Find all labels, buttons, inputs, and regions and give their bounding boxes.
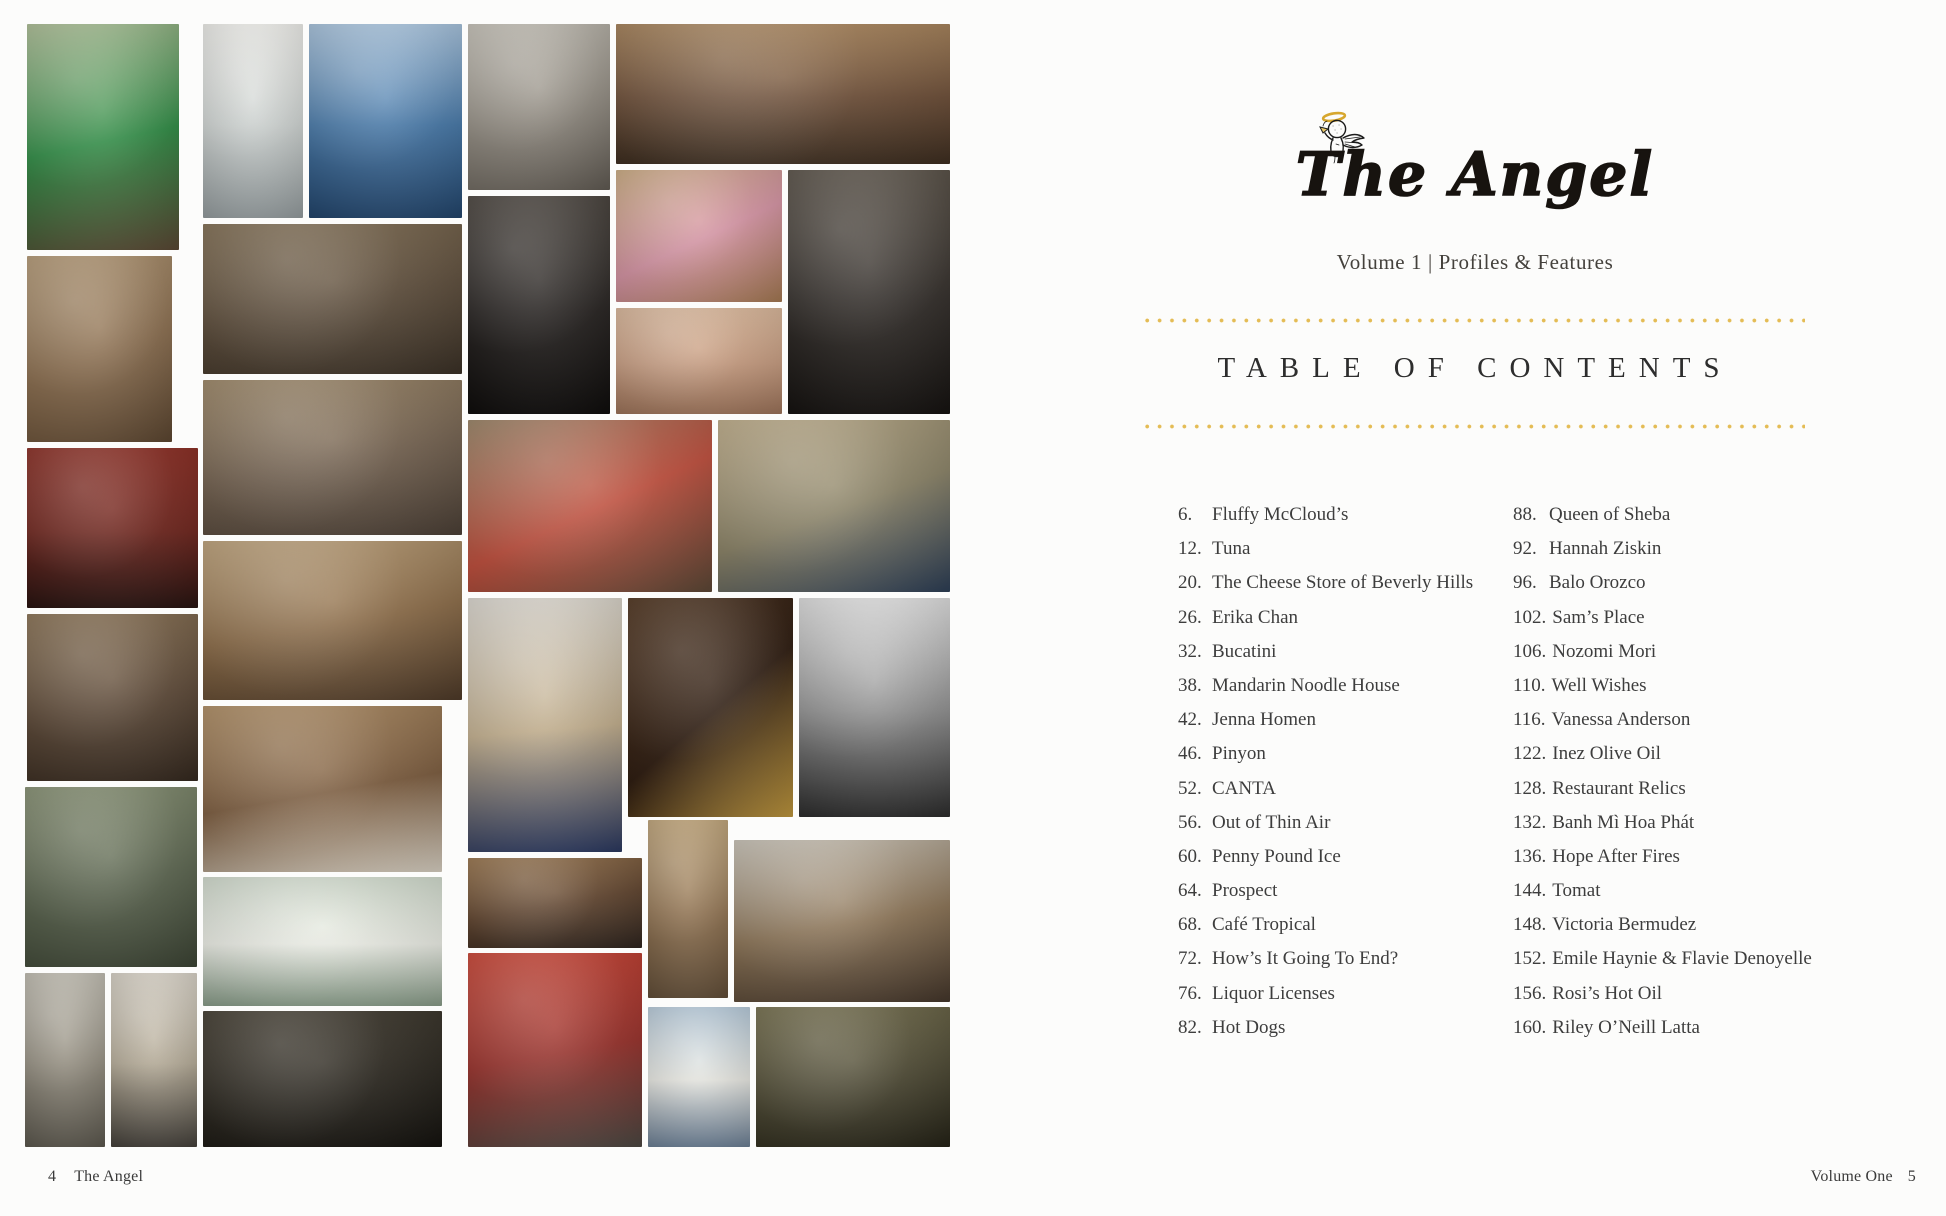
toc-entry-title: Well Wishes: [1551, 674, 1647, 696]
toc-column-right: [1513, 505, 1812, 1052]
toc-entry-title: Café Tropical: [1212, 914, 1316, 936]
collage-photo-mother-and-child: [111, 973, 197, 1147]
collage-photo-cash-only-coffee-stand: [648, 820, 728, 998]
collage-photo-dark-wine-room-man: [203, 1011, 442, 1147]
toc-entry-page-number: 132.: [1513, 811, 1547, 833]
collage-photo-tshirt-shop-rack: [468, 858, 642, 948]
toc-entry-title: Erika Chan: [1212, 606, 1299, 628]
collage-photo-hazy-coastline-aerial: [616, 308, 782, 414]
toc-entry-page-number: 136.: [1513, 845, 1547, 867]
volume-subtitle: Volume 1 | Profiles & Features: [1336, 250, 1614, 274]
left-page-footer: [48, 1168, 143, 1186]
toc-entry-page-number: 42.: [1178, 709, 1202, 731]
toc-entry-page-number: 52.: [1178, 777, 1202, 799]
toc-entry-page-number: 6.: [1178, 504, 1193, 525]
toc-entry-title: CANTA: [1212, 777, 1276, 799]
toc-entry: [1178, 1018, 1473, 1052]
collage-photo-two-men-white-tees: [203, 877, 442, 1006]
toc-entry-page-number: 106.: [1513, 640, 1547, 662]
collage-photo-man-holding-cat: [718, 420, 950, 592]
toc-entry-title: Mandarin Noodle House: [1212, 674, 1400, 696]
toc-entry-page-number: 92.: [1513, 538, 1537, 560]
toc-entry-title: Tomat: [1552, 880, 1601, 902]
toc-entry-title: Sam’s Place: [1552, 606, 1645, 628]
toc-entry-page-number: 60.: [1178, 845, 1202, 867]
toc-entry: [1513, 813, 1812, 847]
toc-entry: [1513, 608, 1812, 642]
toc-entry-title: Jenna Homen: [1212, 709, 1316, 731]
toc-entry-page-number: 122.: [1513, 743, 1547, 765]
toc-entry: [1513, 984, 1812, 1018]
toc-entry: [1513, 642, 1812, 676]
collage-photo-dressed-hot-dog-plate: [628, 598, 793, 817]
toc-heading: TABLE OF CONTENTS: [1217, 352, 1733, 384]
toc-entry: [1178, 813, 1473, 847]
toc-entry-page-number: 76.: [1178, 982, 1202, 1004]
photo-collage: [0, 0, 973, 1160]
toc-entry: [1178, 881, 1473, 915]
collage-photo-trio-at-mirror-bar: [27, 614, 198, 781]
collage-photo-pink-shirt-vineyard-road: [616, 170, 782, 302]
toc-entry-title: Liquor Licenses: [1212, 982, 1335, 1004]
toc-entry-title: Rosi’s Hot Oil: [1552, 982, 1663, 1004]
collage-photo-palm-tree-long-hair-guy: [648, 1007, 750, 1147]
toc-entry: [1513, 539, 1812, 573]
toc-entry-page-number: 152.: [1513, 948, 1547, 970]
toc-entry-page-number: 32.: [1178, 640, 1202, 662]
toc-entry-title: Tuna: [1212, 538, 1251, 560]
collage-photo-bw-chef-portrait: [799, 598, 950, 817]
collage-photo-couple-at-glassware-bar: [468, 420, 712, 592]
toc-entry: [1178, 779, 1473, 813]
toc-entry-title: Hannah Ziskin: [1549, 538, 1662, 560]
toc-entry: [1513, 881, 1812, 915]
collage-photo-cap-man-in-kitchen: [756, 1007, 950, 1147]
toc-entry-title: Out of Thin Air: [1212, 811, 1331, 833]
toc-entry-title: Victoria Bermudez: [1552, 914, 1697, 936]
collage-photo-ocean-cliff-divers: [309, 24, 462, 218]
publication-title: The Angel: [1295, 140, 1655, 210]
collage-photo-ice-sculptor-chainsaw: [203, 24, 303, 218]
toc-entry-page-number: 110.: [1513, 674, 1546, 696]
toc-entry-title: Queen of Sheba: [1549, 504, 1671, 525]
toc-entry: [1178, 642, 1473, 676]
toc-entry: [1513, 744, 1812, 778]
toc-entry: [1178, 573, 1473, 607]
toc-entry-page-number: 72.: [1178, 948, 1202, 970]
toc-entry: [1178, 984, 1473, 1018]
toc-entry-page-number: 12.: [1178, 538, 1202, 560]
collage-photo-man-in-green-shirt: [27, 24, 179, 250]
right-page-footer: [1811, 1168, 1916, 1186]
toc-entry-page-number: 20.: [1178, 572, 1202, 594]
toc-entry-page-number: 46.: [1178, 743, 1202, 765]
toc-entry-page-number: 56.: [1178, 811, 1202, 833]
toc-entry-page-number: 96.: [1513, 572, 1537, 594]
toc-entry: [1513, 949, 1812, 983]
toc-entry: [1178, 915, 1473, 949]
toc-entry-title: Bucatini: [1212, 640, 1277, 662]
collage-photo-steaming-bakery-kitchen: [203, 224, 462, 374]
left-page-footer-label: The Angel: [74, 1168, 144, 1185]
toc-entry: [1178, 710, 1473, 744]
toc-entry: [1178, 608, 1473, 642]
toc-entry-title: Hot Dogs: [1212, 1016, 1286, 1038]
toc-entry-page-number: 160.: [1513, 1016, 1547, 1038]
toc-entry-page-number: 128.: [1513, 777, 1547, 799]
toc-entry-page-number: 144.: [1513, 880, 1547, 902]
toc-entry-title: How’s It Going To End?: [1212, 948, 1399, 970]
collage-photo-woman-at-red-wall: [27, 448, 198, 608]
toc-entry-title: Vanessa Anderson: [1551, 709, 1691, 731]
toc-entry-page-number: 116.: [1513, 709, 1546, 731]
toc-entry: [1178, 949, 1473, 983]
toc-entry-title: Prospect: [1212, 880, 1278, 902]
toc-entry: [1178, 539, 1473, 573]
toc-entry: [1513, 676, 1812, 710]
toc-entry-page-number: 88.: [1513, 504, 1537, 525]
toc-entry: [1178, 847, 1473, 881]
toc-entry-title: Balo Orozco: [1549, 572, 1646, 594]
toc-entry: [1513, 1018, 1812, 1052]
right-page: [973, 0, 1946, 1216]
toc-entry: [1513, 915, 1812, 949]
toc-entry-title: Inez Olive Oil: [1552, 743, 1661, 765]
dotted-divider-bottom: [1145, 424, 1805, 429]
collage-photo-pinyon-cap-man: [25, 787, 197, 967]
collage-photo-baker-with-pastry-tray: [27, 256, 172, 442]
toc-entry: [1513, 573, 1812, 607]
toc-entry-page-number: 102.: [1513, 606, 1547, 628]
toc-entry: [1513, 505, 1812, 539]
toc-entry-page-number: 26.: [1178, 606, 1202, 628]
toc-entry-title: Emile Haynie & Flavie Denoyelle: [1552, 948, 1812, 970]
toc-entry-title: Restaurant Relics: [1552, 777, 1686, 799]
toc-entry-title: Hope After Fires: [1552, 845, 1680, 867]
toc-entry-page-number: 38.: [1178, 674, 1202, 696]
toc-entry-title: The Cheese Store of Beverly Hills: [1212, 572, 1474, 594]
toc-entry-title: Riley O’Neill Latta: [1552, 1016, 1700, 1038]
toc-entry-page-number: 156.: [1513, 982, 1547, 1004]
toc-entry-title: Banh Mì Hoa Phát: [1552, 811, 1695, 833]
collage-photo-coffee-pour-woman: [203, 706, 442, 872]
collage-photo-bookstore-counter-pair: [616, 24, 950, 164]
toc-column-left: [1178, 505, 1473, 1052]
collage-photo-slowimz-tee-portrait: [468, 196, 610, 414]
collage-photo-sandwich-window-pair: [734, 840, 950, 1002]
toc-entry: [1178, 676, 1473, 710]
right-page-number: 5: [1907, 1168, 1916, 1185]
left-page-number: 4: [48, 1168, 57, 1185]
collage-photo-suit-man-at-bookshelf: [203, 380, 462, 535]
toc-entry: [1178, 505, 1473, 539]
collage-photo-red-sweater-baker: [468, 953, 642, 1147]
toc-entry: [1513, 847, 1812, 881]
collage-photo-chef-woman-dark-kitchen: [788, 170, 950, 414]
toc-entry-page-number: 82.: [1178, 1016, 1202, 1038]
collage-photo-pair-at-wood-bar: [203, 541, 462, 700]
toc-entry-title: Nozomi Mori: [1552, 640, 1657, 662]
toc-entry: [1178, 744, 1473, 778]
collage-photo-woman-in-workshop: [468, 24, 610, 190]
toc-entry-title: Fluffy McCloud’s: [1212, 504, 1349, 525]
toc-entry-title: Pinyon: [1212, 743, 1266, 765]
toc-entry-title: Penny Pound Ice: [1212, 845, 1341, 867]
collage-photo-plaid-woman-at-fridge: [25, 973, 105, 1147]
toc-entry-page-number: 68.: [1178, 914, 1202, 936]
collage-photo-woman-in-tan-jacket-chair: [468, 598, 622, 852]
toc-entry: [1513, 779, 1812, 813]
right-page-footer-label: Volume One: [1810, 1168, 1893, 1185]
toc-entry-page-number: 148.: [1513, 914, 1547, 936]
toc-entry: [1513, 710, 1812, 744]
dotted-divider-top: [1145, 318, 1805, 323]
toc-entry-page-number: 64.: [1178, 880, 1202, 902]
